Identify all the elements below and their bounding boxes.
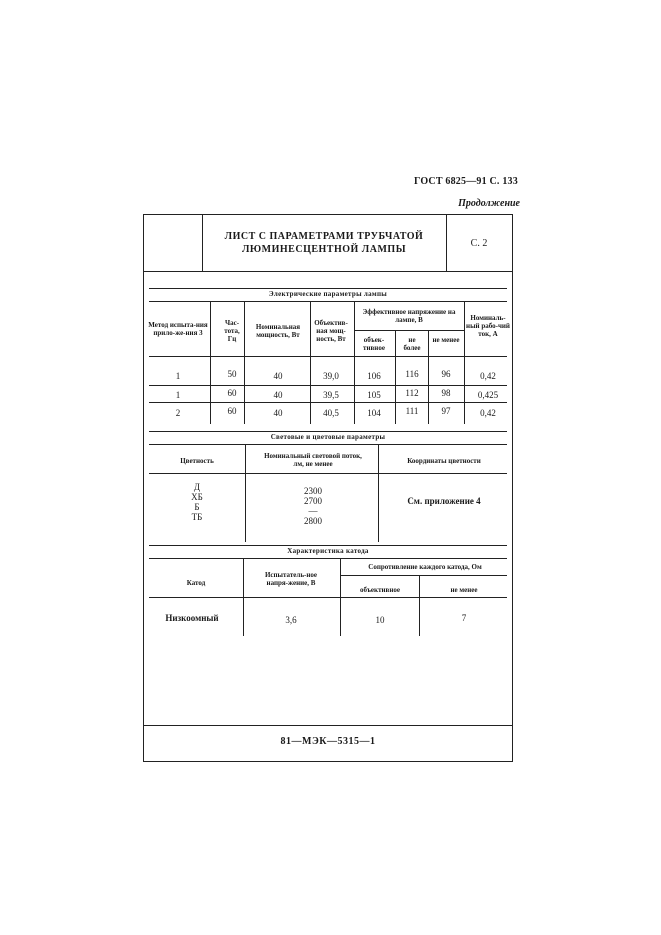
rule [149,558,507,559]
header-resistance-group: Сопротивление каждого катода, Ом [368,563,482,571]
color-item: ХБ [191,492,203,502]
cell-method: 1 [175,390,181,400]
flux-item: 2800 [304,516,322,526]
rule [149,288,507,289]
cell-voltage-max: 111 [405,406,419,416]
cell-voltage-min: 98 [441,388,451,398]
footer-code: 81—МЭК—5315—1 [280,736,376,747]
sheet-title-blank [144,215,203,271]
cell-nominal-power: 40 [273,408,283,418]
rule [354,330,464,331]
sheet-title [202,215,447,271]
header-nominal-power: Номинальная мощность, Вт [255,323,301,339]
rule [149,356,507,357]
header-coords: Координаты цветности [407,457,481,465]
header-resistance-min: не менее [450,586,478,594]
cell-method: 1 [175,371,181,381]
rule [144,725,512,726]
header-voltage-objective: объек-тивное [363,336,385,352]
header-current: Номиналь-ный рабо-чий ток, А [466,314,510,338]
header-color: Цветность [180,457,214,465]
cell-voltage-objective: 104 [367,408,381,418]
coords-value: См. приложение 4 [407,496,481,506]
col-divider [464,301,465,424]
page-header: ГОСТ 6825—91 С. 133 [414,176,518,187]
cell-frequency: 60 [227,406,237,416]
header-objective-power: Объектив-ная мощ-ность, Вт [314,319,348,343]
header-method: Метод испыта-ния прило-же-ния 3 [148,321,208,337]
col-divider [428,330,429,424]
col-divider [245,444,246,542]
cell-voltage-max: 112 [405,388,419,398]
rule [149,431,507,432]
header-frequency: Час-тота, Гц [224,319,240,343]
rule [149,402,507,403]
rule [149,473,507,474]
header-voltage-min: не менее [432,336,460,344]
electrical-caption: Электрические параметры лампы [268,290,388,298]
rule [149,545,507,546]
cell-objective-power: 39,0 [323,371,339,381]
cell-test-voltage: 3,6 [285,615,297,625]
sheet-title-row [144,215,512,272]
cell-current: 0,42 [480,371,496,381]
cell-method: 2 [175,408,181,418]
header-cathode: Катод [186,579,206,587]
flux-item: 2700 [304,496,322,506]
col-divider [244,301,245,424]
cell-voltage-min: 96 [441,369,451,379]
header-voltage-group: Эффективное напряжение на лампе, В [362,308,456,324]
cell-frequency: 60 [227,388,237,398]
cell-voltage-objective: 106 [367,371,381,381]
rule [340,575,507,576]
flux-item: 2300 [304,486,322,496]
header-flux: Номинальный световой поток, лм, не менее [264,452,362,468]
sheet-title-line1: ЛИСТ С ПАРАМЕТРАМИ ТРУБЧАТОЙ [224,231,424,242]
rule [149,444,507,445]
cell-voltage-min: 97 [441,406,451,416]
cell-current: 0,425 [477,390,499,400]
col-divider [419,575,420,636]
cathode-caption: Характеристика катода [287,547,369,555]
header-voltage-max: не более [403,336,421,352]
cell-objective-power: 39,5 [323,390,339,400]
cell-resistance-objective: 10 [375,615,385,625]
cell-nominal-power: 40 [273,371,283,381]
col-divider [378,444,379,542]
cell-cathode: Низкоомный [165,613,219,623]
header-test-voltage: Испытатель-ное напря-жение, В [264,571,318,587]
rule [149,597,507,598]
cell-nominal-power: 40 [273,390,283,400]
header-resistance-objective: объективное [360,586,400,594]
cell-frequency: 50 [227,369,237,379]
flux-item: — [308,506,318,516]
col-divider [354,301,355,424]
color-item: ТБ [191,512,203,522]
parameter-sheet [143,214,513,762]
col-divider [395,330,396,424]
cell-resistance-min: 7 [461,613,467,623]
cell-objective-power: 40,5 [323,408,339,418]
sheet-page-number: С. 2 [470,237,488,249]
col-divider [210,301,211,424]
cell-voltage-objective: 105 [367,390,381,400]
cell-current: 0,42 [480,408,496,418]
continuation-label: Продолжение [458,198,520,209]
rule [149,301,507,302]
sheet-title-line2: ЛЮМИНЕСЦЕНТНОЙ ЛАМПЫ [241,244,407,255]
color-item: Б [194,502,200,512]
cell-voltage-max: 116 [405,369,419,379]
color-item: Д [193,482,201,492]
light-caption: Световые и цветовые параметры [270,433,386,441]
rule [149,385,507,386]
